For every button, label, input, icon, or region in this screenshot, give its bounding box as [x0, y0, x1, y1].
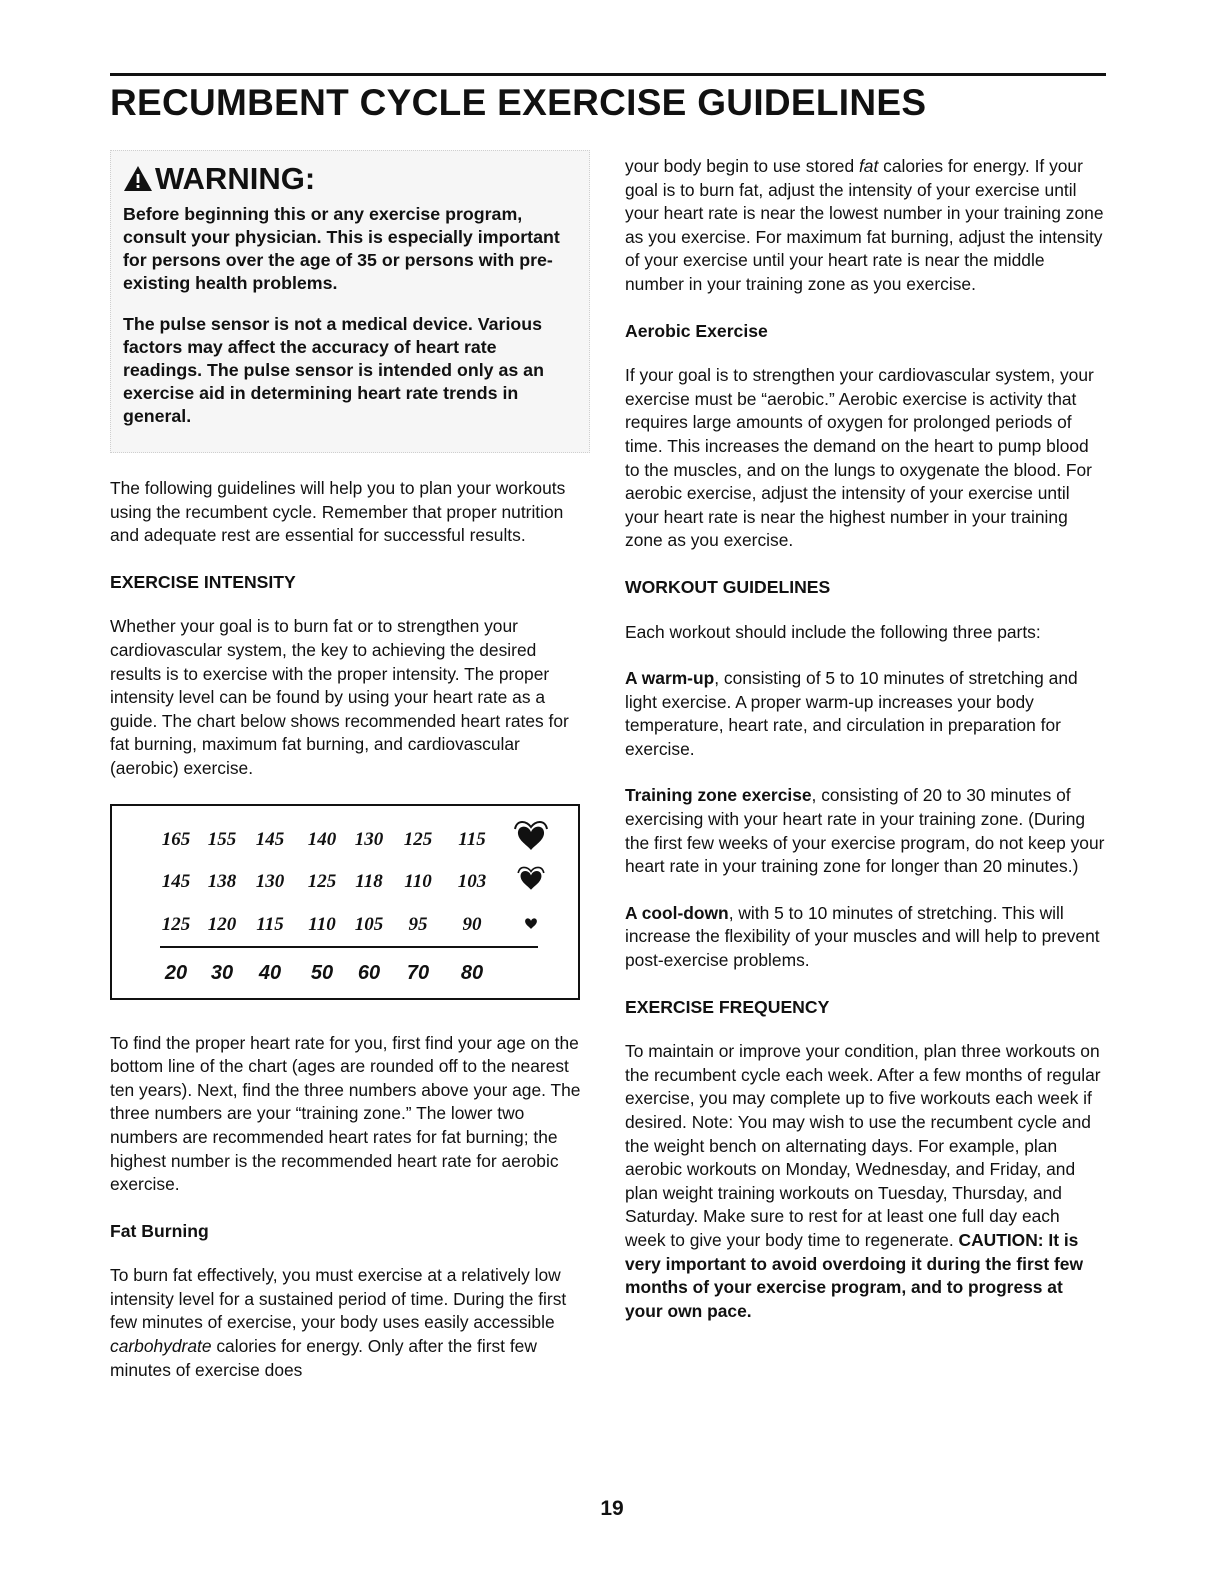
training-zone-term: Training zone exercise: [625, 785, 812, 806]
find-heart-rate-paragraph: To find the proper heart rate for you, first find your age on the bottom line of the chart (ages are rounded off to the nearest ten years). Next, find the three numbers above your age. The three numbers are your “training zone.” The lower two numbers are recommended heart rates for fat burning; the highest number is the recommended heart rate for aerobic exercise.: [110, 1032, 581, 1195]
intro-paragraph: The following guidelines will help you to plan your workouts using the recumbent cycle. Remember that proper nutrition and adequate rest are essential for successful results.: [110, 478, 566, 546]
warning-paragraph: Before beginning this or any exercise program, consult your physician. This is especially important for persons over the age of 35 or persons with pre-existing health problems.: [123, 204, 560, 293]
heart-rate-chart: [110, 804, 580, 1000]
heart-outline: [518, 867, 544, 873]
intensity-paragraph: Whether your goal is to burn fat or to strengthen your cardiovascular system, the key to achieving the desired results is to exercise with the proper intensity. The proper intensity level can be found by using your heart rate as a guide. The chart below shows recommended heart rates for fat burning, maximum fat burning, and cardiovascular (aerobic) exercise.: [110, 616, 569, 778]
title-rule: [110, 73, 1106, 76]
heart-outline: [515, 822, 547, 829]
heart-rate-value: 110: [404, 870, 432, 892]
heart-rate-value: 155: [207, 828, 237, 850]
age-label: 40: [258, 961, 282, 984]
heart-rate-value: 165: [161, 828, 191, 850]
age-label: 30: [210, 961, 234, 984]
warning-triangle-icon: [123, 165, 153, 192]
fat-burning-heading: Fat Burning: [110, 1220, 209, 1241]
cool-down-text: , with 5 to 10 minutes of stretching. This will increase the flexibility of your muscles and will help to prevent post-exercise problems.: [625, 902, 1100, 971]
heart-rate-value: 103: [457, 870, 487, 892]
heart-small-icon: [525, 918, 537, 929]
frequency-text: To maintain or improve your condition, plan three workouts on the recumbent cycle each week. After a few months of regular exercise, you may complete up to five workouts each week if desired. Note: You may wish to use the recumbent cycle and the weight bench on alternating days. For example, plan aerobic workouts on Monday, Wednesday, and Friday, and plan weight training workouts on Tuesday, Thursday, and Saturday. Make sure to rest for at least one full day each week to give your body time to regenerate.: [625, 1041, 1101, 1250]
fat-burning-paragraph: [110, 1264, 590, 1382]
warning-box: [110, 150, 590, 453]
fat-term: fat: [858, 156, 879, 176]
heart-rate-value: 118: [355, 870, 383, 892]
workout-guidelines-heading: WORKOUT GUIDELINES: [625, 576, 831, 597]
caution-text: CAUTION: It is very important to avoid overdoing it during the first few months of your exercise program, and to progress at your own pace.: [625, 1229, 1083, 1321]
workout-intro: Each workout should include the following three parts:: [625, 621, 1041, 642]
training-zone-text: , consisting of 20 to 30 minutes of exercising with your heart rate in your training zone. (During the first few weeks of your exercise program, do not keep your heart rate in your training zone for longer than 20 minutes.): [625, 785, 1105, 877]
page-number: 19: [600, 1497, 624, 1520]
heart-rate-value: 95: [408, 913, 428, 935]
warning-heading: [123, 160, 575, 196]
fat-text-part: calories for energy. Only after the first few minutes of exercise does: [110, 1336, 537, 1380]
heart-rate-value: 125: [161, 913, 191, 935]
heart-rate-value: 115: [458, 828, 486, 850]
training-zone-paragraph: [625, 784, 1105, 878]
exercise-intensity-heading: EXERCISE INTENSITY: [110, 571, 296, 592]
heart-rate-value: 90: [462, 913, 482, 935]
heart-shape: [521, 871, 542, 890]
aerobic-paragraph: If your goal is to strengthen your cardiovascular system, your exercise must be “aerobic.” Aerobic exercise is activity that requires large amounts of oxygen for prolonged periods of time. This increases the demand on the heart to pump blood to the muscles, and on the lungs to oxygenate the blood. For aerobic exercise, adjust the intensity of your exercise until your heart rate is near the highest number in your training zone as you exercise.: [625, 365, 1094, 551]
heart-rate-value: 120: [207, 913, 237, 935]
heart-rate-value: 115: [256, 913, 284, 935]
heart-rate-value: 130: [255, 870, 285, 892]
heart-shape: [518, 826, 544, 849]
heart-rate-value: 105: [354, 913, 384, 935]
heart-rate-value: 145: [161, 870, 191, 892]
heart-rate-value: 125: [307, 870, 337, 892]
frequency-paragraph: [625, 1040, 1105, 1323]
fat-burning-continued: [625, 155, 1105, 297]
exercise-frequency-heading: EXERCISE FREQUENCY: [625, 996, 830, 1017]
heart-rate-chart-svg: [112, 806, 578, 998]
carbohydrate-term: carbohydrate: [110, 1336, 212, 1357]
warm-up-paragraph: [625, 667, 1105, 761]
age-label: 20: [164, 961, 188, 984]
heart-rate-value: 145: [255, 828, 285, 850]
heart-rate-value: 125: [403, 828, 433, 850]
cool-down-term: A cool-down: [625, 902, 729, 923]
heart-medium-icon: [518, 867, 544, 889]
heart-rate-value: 140: [307, 828, 337, 850]
right-column: [625, 155, 1105, 1323]
fat-cont-part: calories for energy. If your goal is to burn fat, adjust the intensity of your exercise until your heart rate is near the lowest number in your training zone as you exercise. For maximum fat burning, adjust the intensity of your exercise until your heart rate is near the middle number in your training zone as you exercise.: [625, 156, 1104, 294]
warm-up-term: A warm-up: [625, 668, 715, 689]
age-label: 70: [406, 961, 430, 984]
cool-down-paragraph: [625, 902, 1105, 973]
warm-up-text: , consisting of 5 to 10 minutes of stretching and light exercise. A proper warm-up increases your body temperature, heart rate, and circulation in preparation for exercise.: [625, 668, 1078, 759]
heart-rate-value: 138: [207, 870, 237, 892]
warning-heading-text: WARNING:: [155, 160, 316, 196]
warning-paragraph: The pulse sensor is not a medical device. Various factors may affect the accuracy of heart rate readings. The pulse sensor is intended only as an exercise aid in determining heart rate trends in general.: [123, 314, 544, 426]
fat-cont-part: your body begin to use stored: [625, 156, 859, 176]
age-label: 80: [460, 961, 484, 984]
left-column: [110, 150, 590, 1405]
heart-shape: [525, 918, 537, 929]
heart-large-icon: [515, 822, 547, 850]
heart-rate-value: 130: [354, 828, 384, 850]
heart-rate-value: 110: [308, 913, 336, 935]
fat-text-part: To burn fat effectively, you must exercise at a relatively low intensity level for a sustained period of time. During the first few minutes of exercise, your body uses easily accessible: [110, 1265, 567, 1333]
aerobic-exercise-heading: Aerobic Exercise: [625, 320, 768, 341]
age-label: 60: [357, 961, 381, 984]
page-title: RECUMBENT CYCLE EXERCISE GUIDELINES: [110, 82, 927, 123]
age-label: 50: [310, 961, 334, 984]
